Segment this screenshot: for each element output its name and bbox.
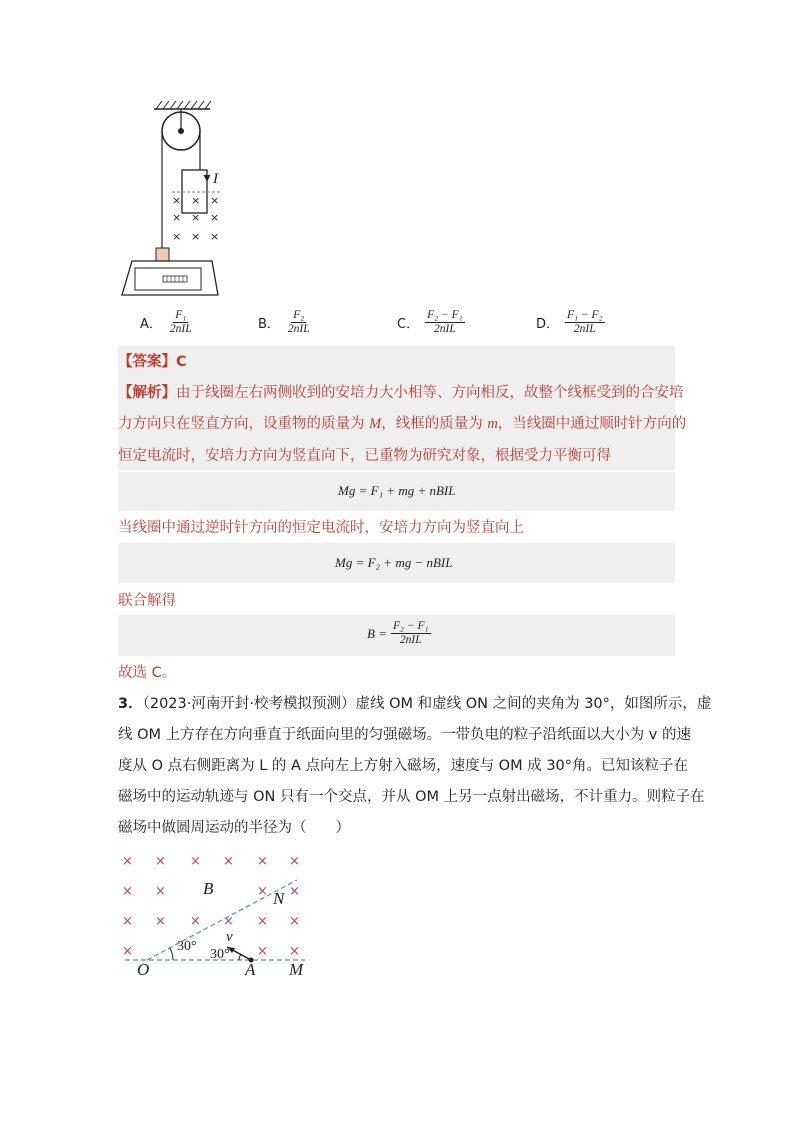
question-3-line-5: 磁场中做圆周运动的半径为（ ） [118,820,350,836]
svg-text:×: × [122,914,133,929]
svg-text:×: × [223,854,234,869]
svg-text:×: × [289,914,300,929]
equation-1: Mg = F₁ + mg + nBIL [338,483,456,498]
svg-text:×: × [210,194,220,207]
current-label-I: I [213,171,218,187]
svg-text:×: × [191,230,201,243]
svg-text:×: × [223,914,234,929]
svg-text:×: × [155,884,166,899]
svg-text:×: × [257,884,268,899]
label-M: M [289,960,304,979]
svg-text:×: × [172,230,182,243]
svg-text:×: × [122,944,133,959]
equation-2: Mg = F₂ + mg − nBIL [335,555,453,570]
analysis-line-1: 【解析】由于线圈左右两侧收到的安培力大小相等、方向相反，故整个线框受到的合安培 [118,385,684,401]
answer-line: 【答案】C [118,354,187,370]
label-v: v [226,929,233,945]
svg-text:×: × [257,854,268,869]
option-d-fraction: $\frac{\text{F₁ − F₂}}{\text{2nIL}}$ [567,309,603,335]
svg-text:×: × [257,944,268,959]
question-3-line-4: 磁场中的运动轨迹与 ON 只有一个交点，并从 OM 上另一点射出磁场，不计重力。则粒子在 [118,789,705,805]
weight-block [156,248,169,261]
svg-text:×: × [122,884,133,899]
svg-text:×: × [190,854,201,869]
svg-text:×: × [122,854,133,869]
label-angle-A: 30° [210,947,230,962]
analysis-line-4: 当线圈中通过逆时针方向的恒定电流时，安培力方向为竖直向上 [118,520,524,536]
label-N: N [273,889,285,908]
svg-text:×: × [172,194,182,207]
analysis-line-5: 联合解得 [118,593,176,609]
svg-text:×: × [172,211,182,224]
question-3-line-1: 3．（2023·河南开封·校考模拟预测）虚线 OM 和虚线 ON 之间的夹角为 30°，如图所示，虚 [118,696,712,712]
svg-text:×: × [289,854,300,869]
label-angle-O: 30° [177,939,197,954]
option-b[interactable]: B． $\frac{\text{F₂}}{\text{2nIL}}$ [258,309,310,335]
svg-text:×: × [289,944,300,959]
label-A: A [245,960,256,979]
magnetic-field-crosses [172,194,219,243]
question-3-line-3: 度从 O 点右侧距离为 L 的 A 点向左上方射入磁场，速度与 OM 成 30°角。已知该粒子在 [118,758,689,774]
question-3-line-2: 线 OM 上方存在方向垂直于纸面向里的匀强磁场。一带负电的粒子沿纸面以大小为 v 的速 [118,727,691,743]
figure-pulley-scale [110,95,250,305]
option-a-fraction: $\frac{\text{F₁}}{\text{2nIL}}$ [169,309,192,335]
svg-text:×: × [155,914,166,929]
option-c[interactable]: C． $\frac{\text{F₂ − F₁}}{\text{2nIL}}$ [397,309,463,335]
option-d[interactable]: D． $\frac{\text{F₁ − F₂}}{\text{2nIL}}$ [536,309,603,335]
option-a[interactable]: A． $\frac{\text{F₁}}{\text{2nIL}}$ [140,309,192,335]
svg-text:×: × [190,914,201,929]
svg-text:×: × [155,854,166,869]
svg-text:×: × [191,194,201,207]
label-O: O [137,960,150,979]
analysis-line-3: 恒定电流时，安培力方向为竖直向下，已重物为研究对象，根据受力平衡可得 [118,448,611,464]
analysis-line-2: 力方向只在竖直方向，设重物的质量为 M，线框的质量为 m，当线圈中通过顺时针方向的 [118,416,687,432]
svg-text:×: × [191,211,201,224]
svg-text:×: × [257,914,268,929]
option-b-fraction: $\frac{\text{F₂}}{\text{2nIL}}$ [287,309,310,335]
analysis-line-6: 故选 C。 [118,665,177,681]
option-c-fraction: $\frac{\text{F₂ − F₁}}{\text{2nIL}}$ [427,309,463,335]
label-B: B [203,879,214,898]
svg-text:×: × [289,884,300,899]
svg-text:×: × [210,211,220,224]
equation-3: B = $\frac{\text{F₂ − F₁}}{\text{2nIL}}$ [367,620,429,646]
svg-text:×: × [210,230,220,243]
